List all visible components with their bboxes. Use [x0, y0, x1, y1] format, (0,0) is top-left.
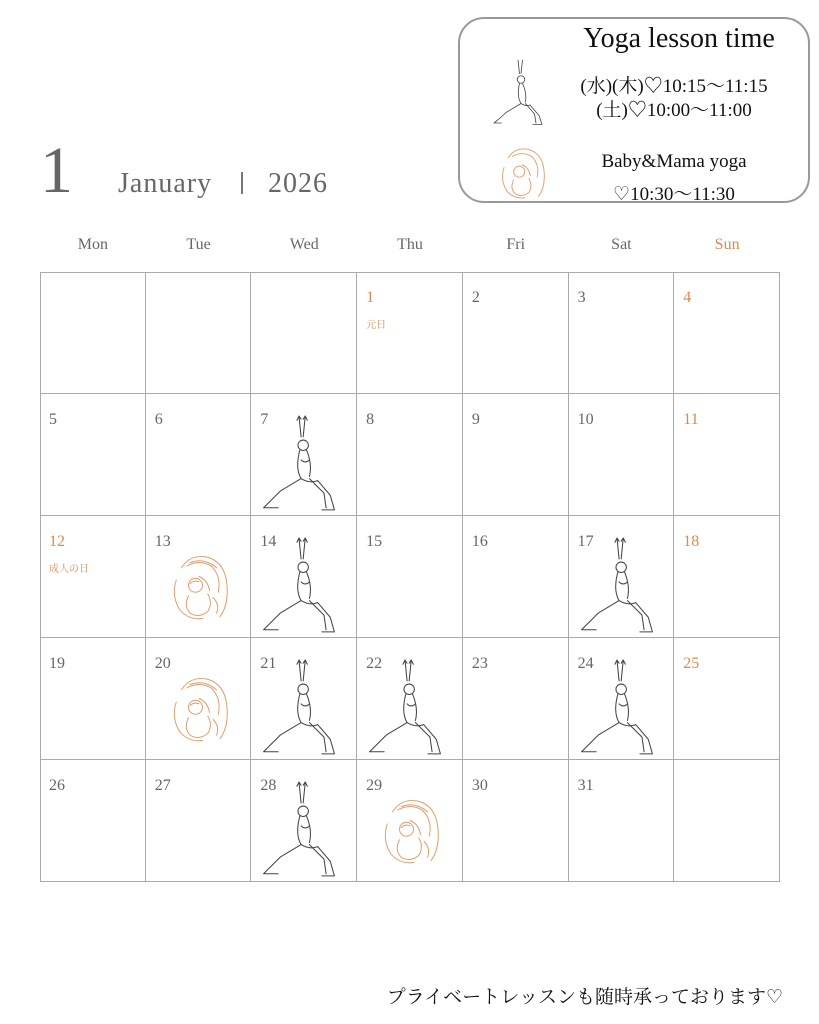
day-number: 5: [49, 411, 57, 428]
weekday-mon: Mon: [77, 236, 108, 253]
day-number: 17: [577, 533, 594, 550]
day-number: 1: [366, 289, 375, 306]
day-cell-28: [251, 760, 357, 882]
baby-mama-time: ♡10:30〜11:30: [613, 184, 735, 205]
weekday-sun: Sun: [714, 236, 740, 253]
day-cell-26: [40, 760, 146, 882]
weekday-tue: Tue: [186, 236, 211, 253]
day-cell-29: [357, 760, 463, 882]
day-cell-4: [674, 272, 780, 394]
yoga-pose-icon: [575, 658, 659, 758]
month-number: 1: [40, 134, 73, 207]
weekday-fri: Fri: [506, 236, 526, 253]
month-year-divider: [241, 172, 243, 194]
day-cell-25: [674, 638, 780, 760]
day-number: 11: [683, 411, 699, 428]
day-number: 10: [577, 411, 594, 428]
day-cell-6: [146, 394, 252, 516]
day-cell-9: [463, 394, 569, 516]
yoga-pose-icon: [257, 780, 341, 880]
baby-mama-icon: [164, 672, 234, 746]
holiday-label: 成人の日: [49, 564, 89, 575]
yoga-pose-icon: [575, 536, 659, 636]
yoga-pose-icon: [363, 658, 447, 758]
day-number: 8: [366, 411, 375, 428]
day-cell-24: [569, 638, 675, 760]
weekday-wed: Wed: [289, 236, 319, 253]
day-number: 13: [154, 533, 171, 550]
holiday-label: 元日: [366, 320, 387, 331]
day-cell-21: [251, 638, 357, 760]
day-cell-30: [463, 760, 569, 882]
day-cell-7: [251, 394, 357, 516]
month-name: January: [118, 168, 213, 199]
day-number: 20: [154, 655, 171, 672]
day-cell-12: [40, 516, 146, 638]
weekday-sat: Sat: [611, 236, 632, 253]
day-number: 26: [49, 777, 65, 794]
day-number: 7: [260, 411, 269, 428]
lesson-weekday-times: (水)(木)♡10:15〜11:15: [580, 76, 768, 97]
day-number: 19: [49, 655, 65, 672]
day-cell-1: [357, 272, 463, 394]
day-number: 6: [154, 411, 163, 428]
day-number: 3: [577, 289, 586, 306]
day-number: 2: [471, 289, 480, 306]
day-number: 31: [577, 777, 594, 794]
yoga-pose-icon: [488, 57, 548, 129]
day-cell-3: [569, 272, 675, 394]
weekday-thu: Thu: [397, 236, 423, 253]
lesson-title: Yoga lesson time: [583, 23, 775, 54]
day-number: 29: [366, 777, 383, 794]
private-lesson-note: プライベートレッスンも随時承っております♡: [386, 986, 783, 1008]
day-number: 18: [683, 533, 700, 550]
day-cell-27: [146, 760, 252, 882]
day-cell-13: [146, 516, 252, 638]
weekday-header: [40, 236, 780, 260]
day-cell-23: [463, 638, 569, 760]
day-number: 21: [260, 655, 277, 672]
day-number: 9: [471, 411, 480, 428]
day-cell-22: [357, 638, 463, 760]
baby-mama-icon: [375, 794, 445, 868]
calendar-grid: [40, 272, 780, 882]
day-cell-2: [463, 272, 569, 394]
day-cell-31: [569, 760, 675, 882]
day-number: 12: [49, 533, 65, 550]
empty-day-cell: [146, 272, 252, 394]
day-number: 27: [154, 777, 171, 794]
day-cell-20: [146, 638, 252, 760]
day-number: 28: [260, 777, 277, 794]
day-number: 14: [260, 533, 277, 550]
yoga-pose-icon: [257, 414, 341, 514]
yoga-pose-icon: [257, 658, 341, 758]
year: 2026: [268, 168, 328, 199]
day-cell-8: [357, 394, 463, 516]
lesson-time-box: [458, 17, 810, 203]
day-cell-16: [463, 516, 569, 638]
day-number: 23: [471, 655, 488, 672]
day-number: 25: [683, 655, 700, 672]
day-cell-19: [40, 638, 146, 760]
baby-mama-icon: [164, 550, 234, 624]
empty-day-cell: [40, 272, 146, 394]
day-cell-11: [674, 394, 780, 516]
day-cell-15: [357, 516, 463, 638]
day-cell-10: [569, 394, 675, 516]
day-number: 24: [577, 655, 594, 672]
day-number: 4: [683, 289, 692, 306]
day-cell-5: [40, 394, 146, 516]
yoga-pose-icon: [257, 536, 341, 636]
lesson-saturday-time: (土)♡10:00〜11:00: [596, 100, 752, 121]
day-number: 15: [366, 533, 383, 550]
day-cell-17: [569, 516, 675, 638]
baby-mama-title: Baby&Mama yoga: [601, 151, 747, 172]
day-cell-18: [674, 516, 780, 638]
day-number: 22: [366, 655, 383, 672]
day-number: 30: [471, 777, 488, 794]
day-cell-14: [251, 516, 357, 638]
empty-day-cell: [251, 272, 357, 394]
empty-day-cell: [674, 760, 780, 882]
day-number: 16: [471, 533, 488, 550]
